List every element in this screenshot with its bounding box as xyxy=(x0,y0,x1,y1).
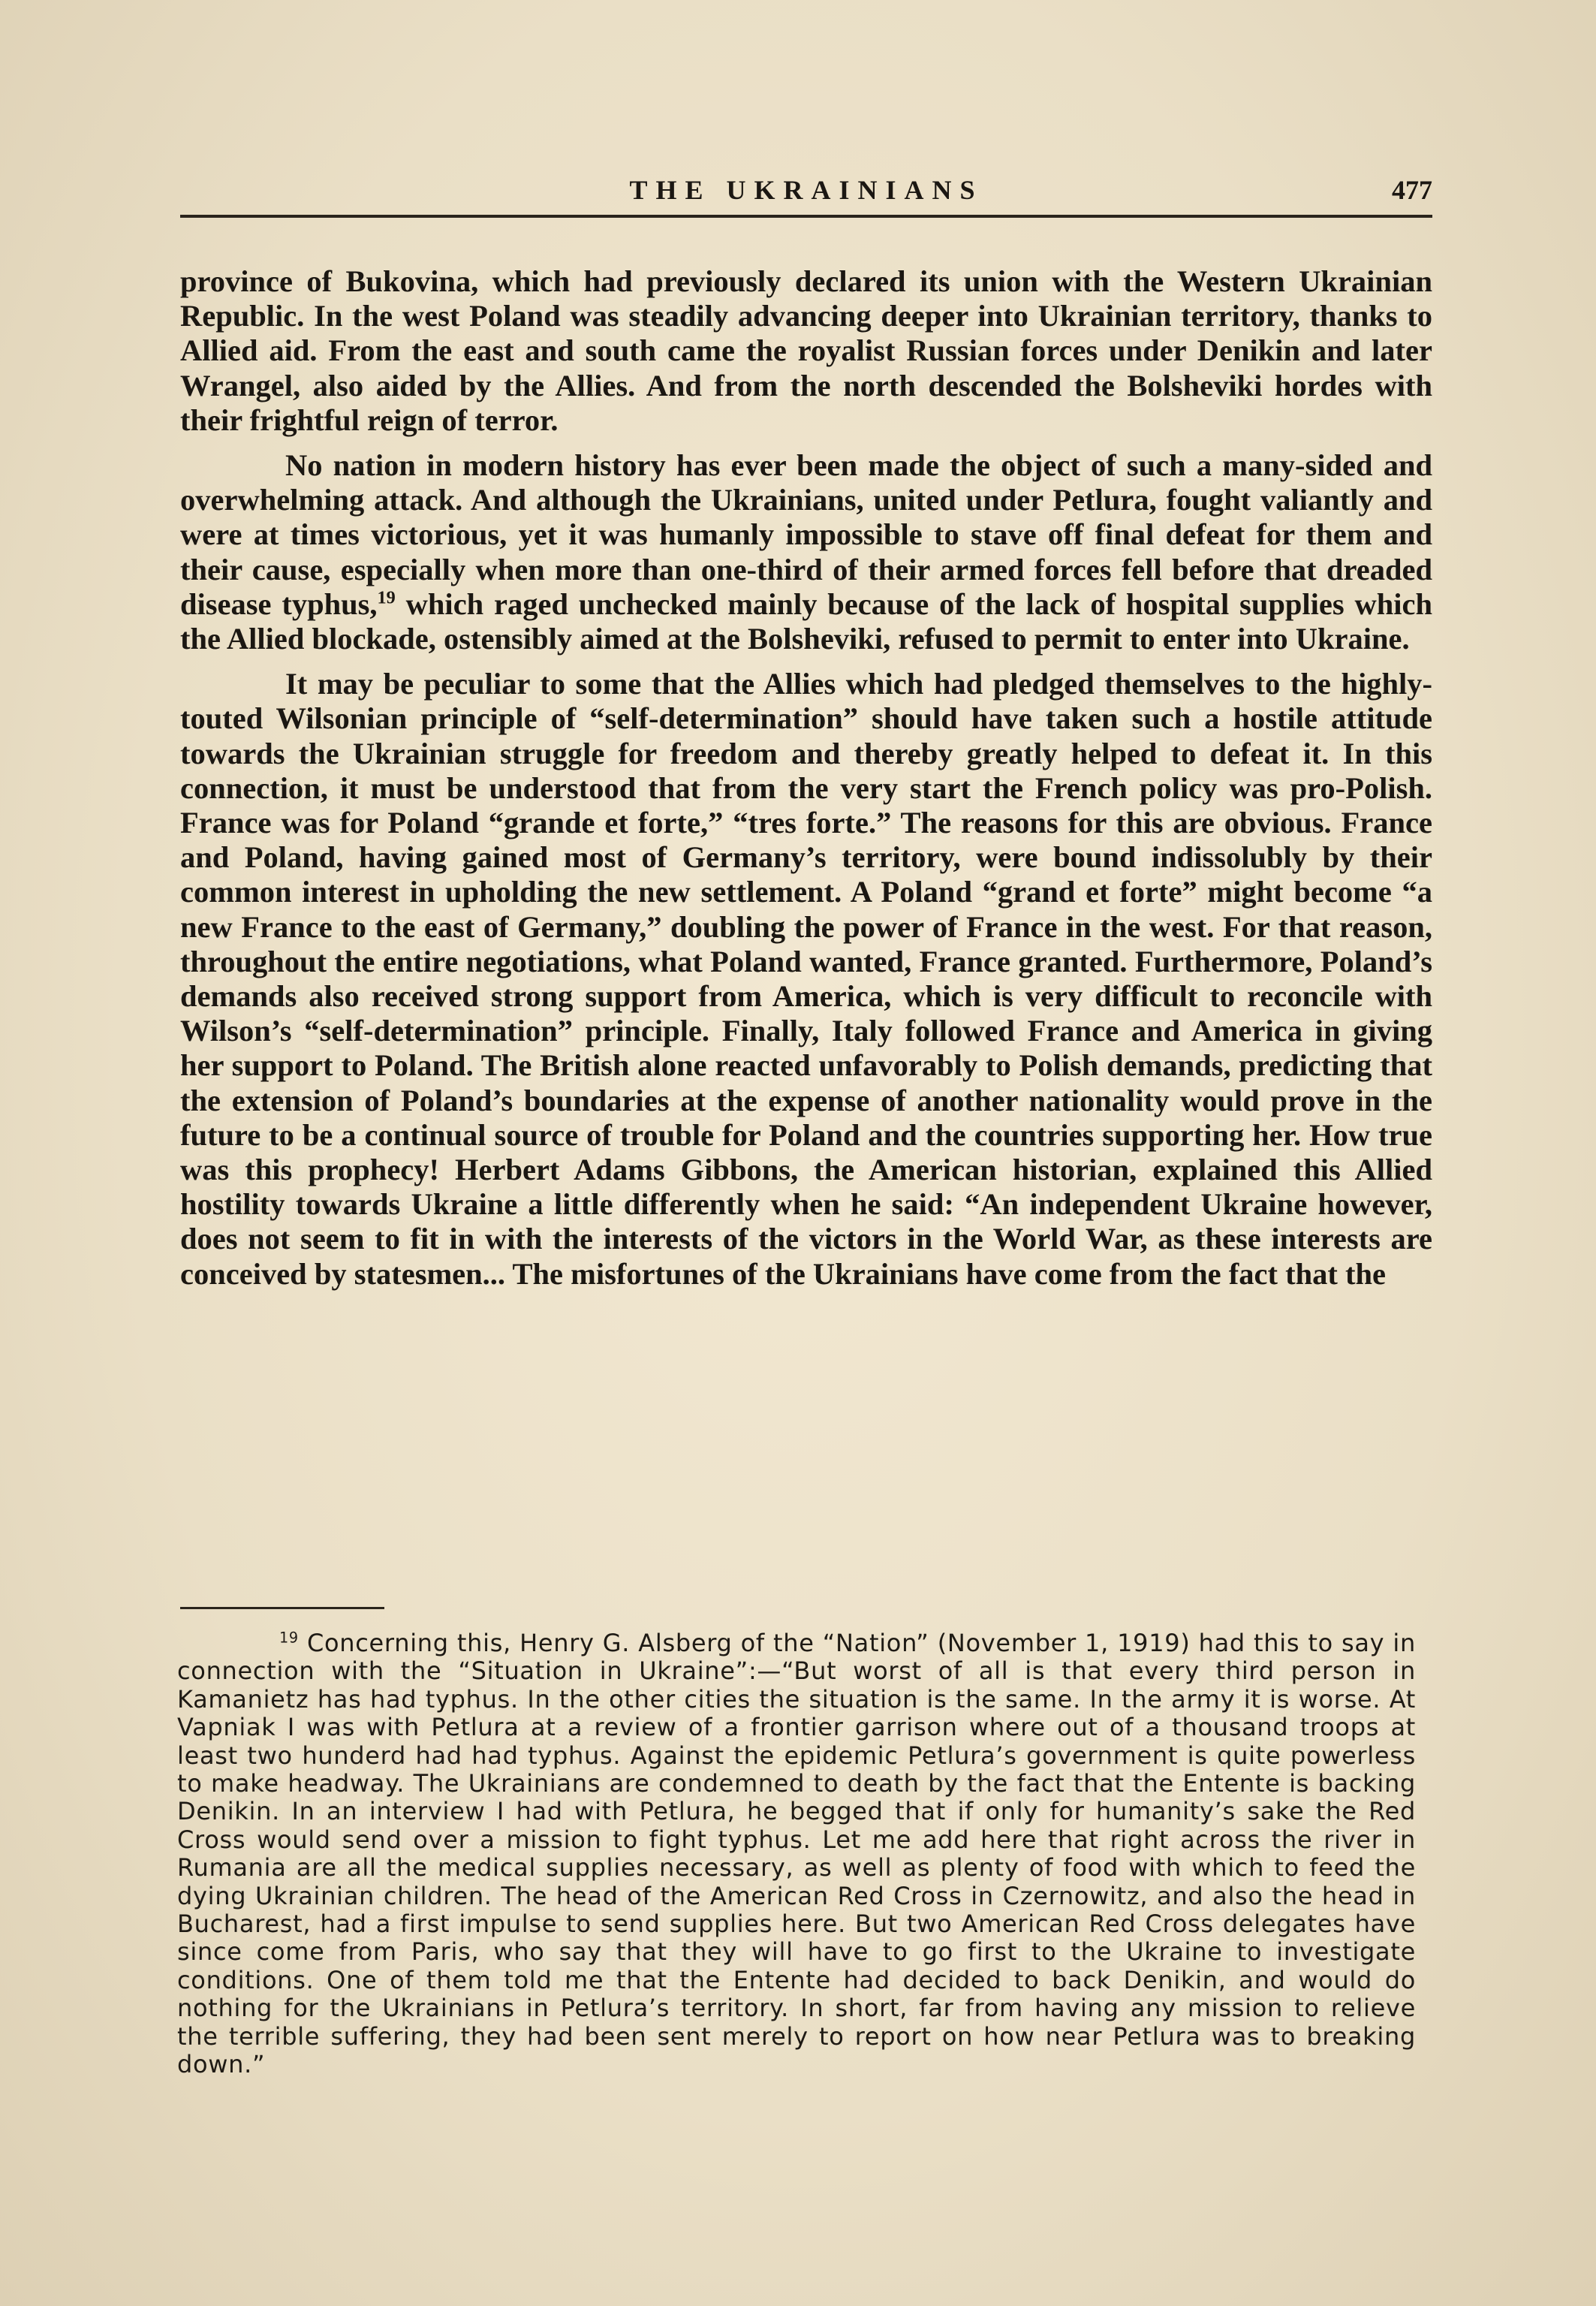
footnote-text: Concerning this, Henry G. Alsberg of the “Nation” (November 1, 1919) had this to say in connection with the “Situation in Ukraine”:—“But worst of all is that every third person in Kamanietz has had typhus. In the other cities the situation is the same. In the army it is worse. At Vapniak I was with Petlura at a review of a frontier garrison where out of a thousand troops at least two hunderd had had typhus. Against the epidemic Petlura’s government is quite powerless to make headway. The Ukrainians are condemned to death by the fact that the Entente is backing Denikin. In an interview I had with Petlura, he begged that if only for humanity’s sake the Red Cross would send over a mission to fight typhus. Let me add here that right across the river in Rumania are all the medical supplies necessary, as well as plenty of food with which to feed the dying Ukrainian children. The head of the American Red Cross in Czernowitz, and also the head in Bucharest, had a first impulse to send supplies here. But two American Red Cross delegates have since come from Paris, who say that they will have to go first to the Ukraine to investigate conditions. One of them told me that the Entente had decided to back Denikin, and would do nothing for the Ukrainians in Petlura’s territory. In short, far from having any mission to relieve the terrible suffering, they had been sent merely to report on how near Petlura was to breaking down.” xyxy=(177,1629,1416,2079)
footnote xyxy=(177,1629,1416,2079)
running-header xyxy=(180,174,1432,213)
paragraph-2-text-b: which raged unchecked mainly because of the lack of hospital supplies which the Allied blockade, ostensibly aimed at the Bolsheviki, refused to permit to enter into Ukraine. xyxy=(180,586,1432,656)
paragraph-3: It may be peculiar to some that the Allies which had pledged themselves to the highly-touted Wilsonian principle of “self-determination” should have taken such a hostile attitude towards the Ukrainian struggle for freedom and thereby greatly helped to defeat it. In this connection, it must be understood that from the very start the French policy was pro-Polish. France was for Poland “grande et forte,” “tres forte.” The reasons for this are obvious. France and Poland, having gained most of Germany’s territory, were bound indissolubly by their common interest in upholding the new settlement. A Poland “grand et forte” might become “a new France to the east of Germany,” doubling the power of France in the west. For that reason, throughout the entire negotiations, what Poland wanted, France granted. Furthermore, Poland’s demands also received strong support from America, which is very difficult to reconcile with Wilson’s “self-determination” principle. Finally, Italy followed France and America in giving her support to Poland. The British alone reacted unfavorably to Polish demands, predicting that the extension of Poland’s boundaries at the expense of another nationality would prove in the future to be a continual source of trouble for Poland and the countries supporting her. How true was this prophecy! Herbert Adams Gibbons, the American historian, explained this Allied hostility towards Ukraine a little differently when he said: “An independent Ukraine however, does not seem to fit in with the interests of the victors in the World War, as these interests are conceived by statesmen... The misfortunes of the Ukrainians have come from the fact that the xyxy=(180,667,1432,1291)
header-rule xyxy=(180,215,1432,218)
page-number: 477 xyxy=(1392,175,1432,205)
footnote-marker: 19 xyxy=(279,1629,299,1647)
paragraph-2-text-a: No nation in modern history has ever been made the object of such a many-sided and overwhelming attack. And although the Ukrainians, united under Petlura, fought valiantly and were at times victorious, yet it was humanly impossible to stave off final defeat for them and their cause, especially when more than one-third of their armed forces fell before that dreaded disease typhus, xyxy=(180,448,1432,621)
footnote-reference: 19 xyxy=(377,587,396,608)
running-title: THE UKRAINIANS xyxy=(629,175,983,205)
footnote-rule xyxy=(180,1607,384,1609)
paragraph-2 xyxy=(180,448,1432,656)
main-text xyxy=(180,264,1432,1302)
paragraph-1: province of Bukovina, which had previously declared its union with the Western Ukrainian Republic. In the west Poland was steadily advancing deeper into Ukrainian territory, thanks to Allied aid. From the east and south came the royalist Russian forces under Denikin and later Wrangel, also aided by the Allies. And from the north descended the Bolsheviki hordes with their frightful reign of terror. xyxy=(180,264,1432,437)
